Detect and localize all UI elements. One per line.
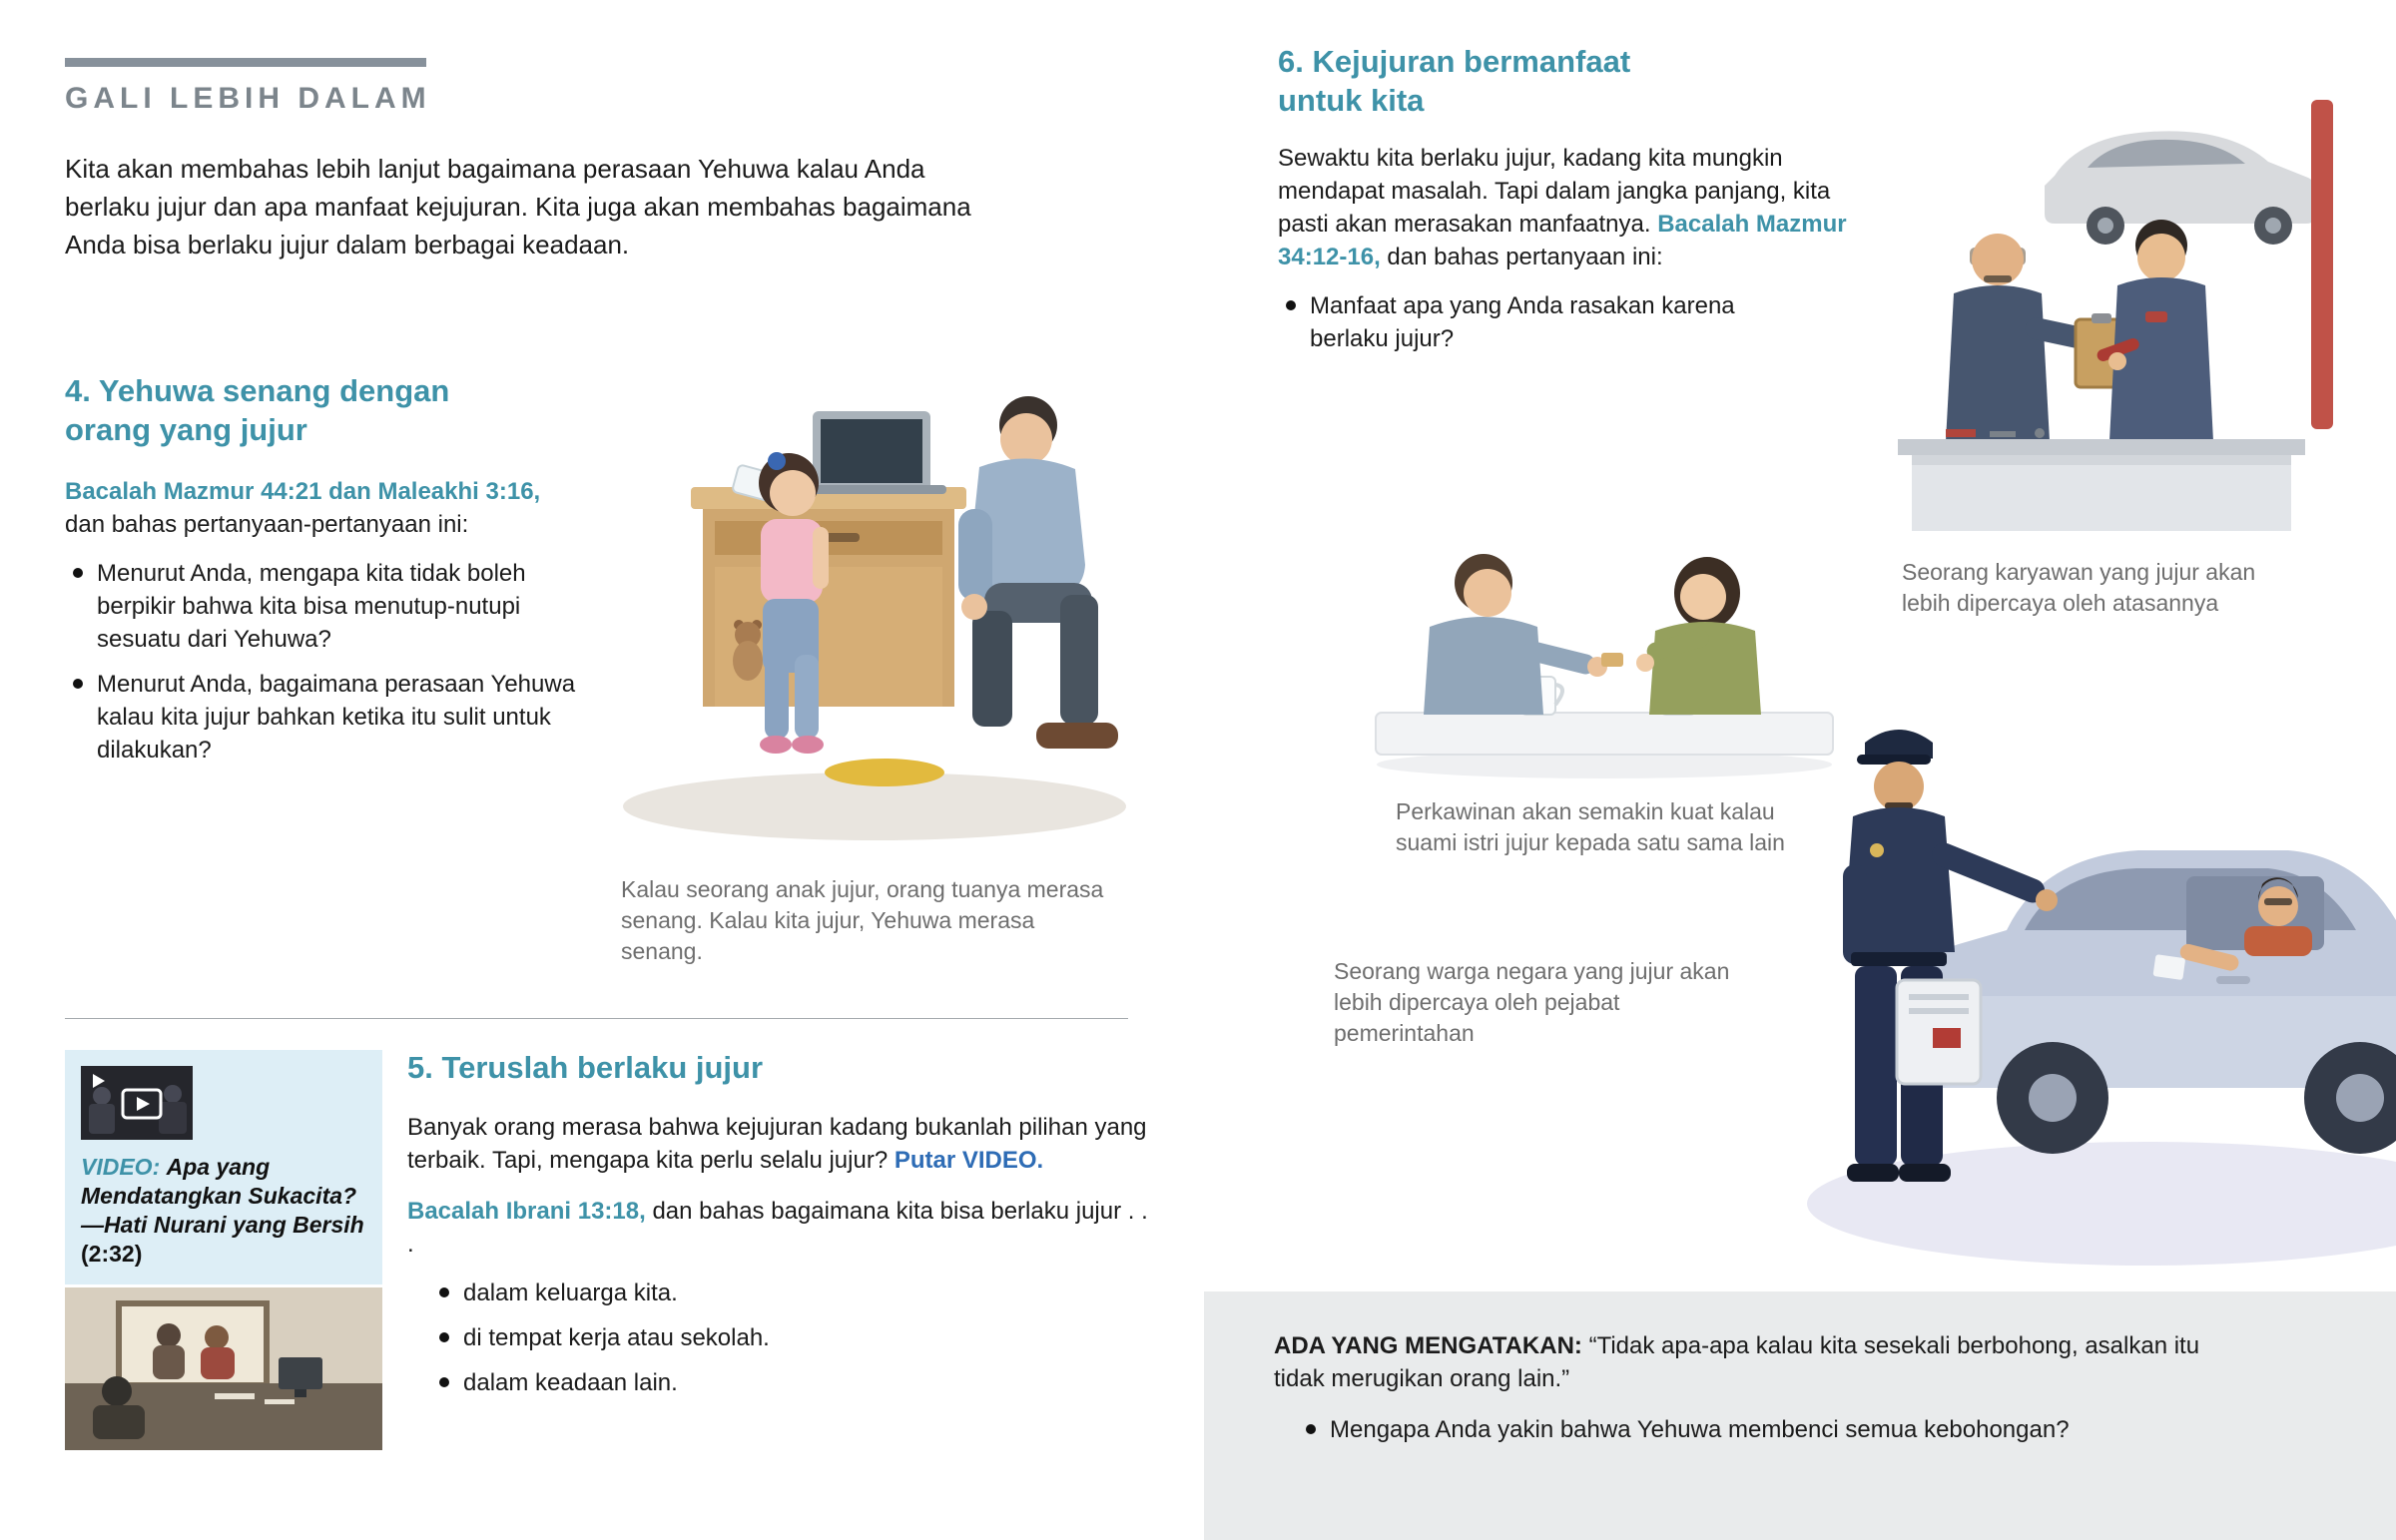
section-5 — [407, 1048, 1154, 1411]
video-still-1 — [81, 1066, 193, 1140]
section5-paragraph-text: Banyak orang merasa bahwa kejujuran kadang bukanlah pilihan yang terbaik. Tapi, mengapa kita perlu selalu jujur? — [407, 1114, 1147, 1174]
caption-employee: Seorang karyawan yang jujur akan lebih dipercaya oleh atasannya — [1902, 559, 2256, 616]
section5-points — [431, 1277, 1154, 1399]
illustration-child-confesses — [555, 295, 1154, 864]
section6-questions — [1278, 289, 1757, 355]
section5-instruction-rest: dan bahas bagaimana kita bisa berlaku jujur . . . — [407, 1198, 1148, 1258]
section5-paragraph — [407, 1111, 1154, 1177]
video-meta — [81, 1153, 366, 1269]
wife-figure — [1636, 557, 1761, 715]
section6-paragraph — [1278, 142, 1855, 273]
lift-post — [2311, 100, 2333, 429]
section5-instruction — [407, 1195, 1154, 1261]
video-label: VIDEO: — [81, 1154, 161, 1180]
section4-title: 4. Yehuwa senang dengan orang yang jujur — [65, 373, 450, 447]
bullet-item: di tempat kerja atau sekolah. — [431, 1321, 1154, 1354]
bullet-item: Menurut Anda, bagaimana perasaan Yehuwa kalau kita jujur bahkan ketika itu sulit untuk dilakukan? — [65, 668, 576, 767]
statement-questions — [1298, 1413, 2216, 1446]
section4-instruction-rest: dan bahas pertanyaan-pertanyaan ini: — [65, 511, 469, 538]
section6-paragraph-text: Sewaktu kita berlaku jujur, kadang kita mungkin mendapat masalah. Tapi dalam jangka panjang, kita pasti akan merasakan manfaatnya. — [1278, 145, 1831, 238]
play-video-link[interactable]: Putar VIDEO. — [888, 1147, 1044, 1174]
intro-paragraph: Kita akan membahas lebih lanjut bagaimana perasaan Yehuwa kalau Anda berlaku jujur dan apa manfaat kejujuran. Kita juga akan membahas bagaimana Anda bisa berlaku jujur dalam berbagai keadaan. — [65, 154, 971, 259]
video-duration: (2:32) — [81, 1241, 143, 1267]
section4-questions — [65, 557, 576, 767]
statement-paragraph — [1274, 1329, 2252, 1395]
scripture-link-mazmur-34-12-16[interactable]: Bacalah Mazmur 34:12-16, — [1278, 211, 1847, 270]
laptop — [797, 411, 946, 494]
video-title[interactable]: Apa yang Mendatangkan Sukacita? —Hati Nurani yang Bersih — [81, 1154, 364, 1238]
illustration-mechanics — [1850, 80, 2341, 549]
video-still-2-svg — [65, 1287, 382, 1450]
illustration-mechanics-svg — [1850, 80, 2341, 549]
spill — [825, 759, 944, 786]
scripture-link-mazmur-44-21[interactable]: Bacalah Mazmur 44:21 dan Maleakhi 3:16, — [65, 478, 541, 505]
kicker-rule — [65, 58, 426, 67]
section-4 — [65, 371, 576, 778]
scripture-link-ibrani-13-18[interactable]: Bacalah Ibrani 13:18, — [407, 1198, 646, 1225]
caption-citizen: Seorang warga negara yang jujur akan lebih dipercaya oleh pejabat pemerintahan — [1334, 958, 1730, 1046]
bullet-item: Mengapa Anda yakin bahwa Yehuwa membenci semua kebohongan? — [1298, 1413, 2216, 1446]
statement-label: ADA YANG MENGATAKAN: — [1274, 1332, 1582, 1359]
desk — [691, 487, 966, 707]
illustration-child-confesses-svg — [555, 295, 1154, 864]
section6-instruction-rest: dan bahas pertanyaan ini: — [1380, 244, 1663, 270]
section6-title: 6. Kejujuran bermanfaat untuk kita — [1278, 44, 1631, 118]
bullet-item: Manfaat apa yang Anda rasakan karena berlaku jujur? — [1278, 289, 1757, 355]
section4-instruction — [65, 475, 576, 541]
statement-quote: “Tidak apa-apa kalau kita sesekali berbohong, asalkan itu tidak merugikan orang lain.” — [1274, 1332, 2200, 1392]
bullet-item: Menurut Anda, mengapa kita tidak boleh berpikir bahwa kita bisa menutup-nutupi sesuatu dari Yehuwa? — [65, 557, 576, 656]
illustration-child-caption: Kalau seorang anak jujur, orang tuanya merasa senang. Kalau kita jujur, Yehuwa merasa senang. — [621, 876, 1104, 964]
video-box — [65, 1050, 382, 1284]
section-6 — [1278, 42, 1857, 367]
father-figure — [958, 396, 1118, 749]
illustration-police-driver-svg — [1747, 625, 2396, 1291]
video-still-2 — [65, 1287, 382, 1450]
bullet-item: dalam keadaan lain. — [431, 1366, 1154, 1399]
workbench — [1898, 428, 2305, 531]
teddy-bear — [733, 620, 763, 681]
mechanic-boss — [1946, 234, 2127, 441]
statement-box — [1204, 1291, 2396, 1540]
caption-marriage: Perkawinan akan semakin kuat kalau suami istri jujur kepada satu sama lain — [1396, 798, 1785, 855]
illustration-police-driver — [1747, 625, 2396, 1291]
section-divider — [65, 1018, 1128, 1019]
video-thumbnail[interactable] — [81, 1066, 193, 1140]
page-title: GALI LEBIH DALAM — [65, 82, 431, 115]
clipboard — [1897, 980, 1981, 1084]
lifted-car — [2045, 131, 2316, 245]
husband-figure — [1424, 554, 1623, 715]
section5-title: 5. Teruslah berlaku jujur — [407, 1050, 764, 1085]
bullet-item: dalam keluarga kita. — [431, 1277, 1154, 1309]
